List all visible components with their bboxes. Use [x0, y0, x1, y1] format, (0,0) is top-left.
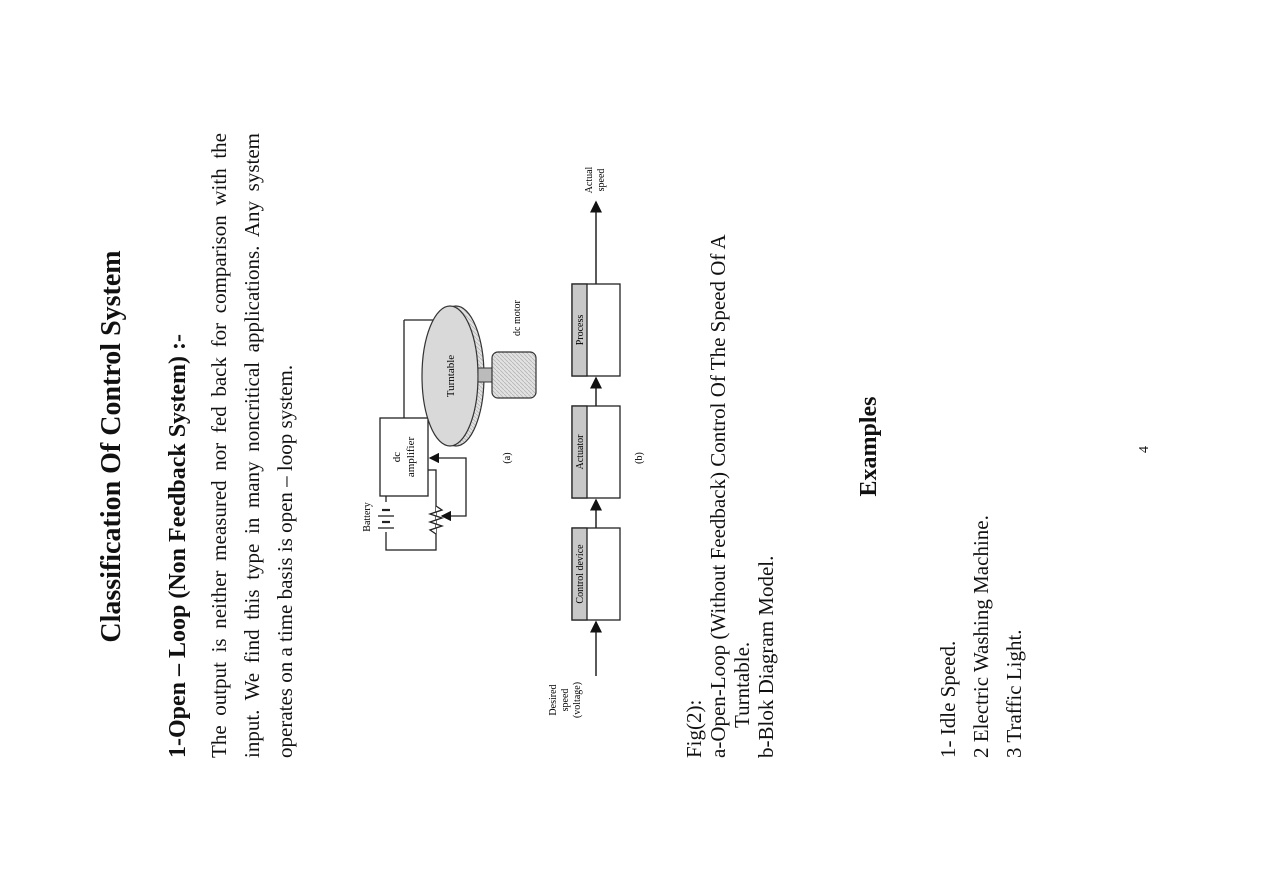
examples-list: [932, 515, 1031, 758]
svg-text:Control device: Control device: [575, 544, 586, 604]
section-heading: 1-Open – Loop (Non Feedback System) :-: [165, 334, 191, 758]
page-title: Classification Of Control System: [96, 250, 127, 643]
caption-line-b: b-Blok Diagram Model.: [754, 555, 778, 758]
list-item: 1- Idle Speed.: [936, 640, 960, 758]
dc-motor-icon: [492, 352, 536, 398]
page-number: 4: [1137, 446, 1152, 453]
output-label-line2: speed: [596, 168, 607, 192]
output-label-line1: Actual: [584, 166, 595, 194]
part-a-label: (a): [502, 452, 513, 464]
part-b-label: (b): [634, 452, 645, 464]
body-paragraph: The output is neither measured nor fed back for comparison with the input. We find this type in many noncritical applications. Any system operates on a time basis is open – loop system.: [207, 133, 297, 758]
block-diagram: [548, 166, 645, 718]
dc-motor-label: dc motor: [512, 300, 523, 336]
input-label-line3: (voltage): [572, 681, 583, 719]
turntable-motor-assembly: [422, 300, 536, 446]
figure-caption: [682, 118, 778, 758]
input-label-line2: speed: [560, 688, 571, 712]
list-item: 2 Electric Washing Machine.: [969, 515, 993, 758]
dc-amplifier-block: [380, 418, 428, 496]
list-item: 3 Traffic Light.: [1002, 629, 1026, 758]
potentiometer-icon: [430, 506, 442, 534]
caption-line-a: a-Open-Loop (Without Feedback) Control Of The Speed Of A: [706, 234, 730, 758]
svg-text:Process: Process: [575, 314, 586, 346]
battery-label: Battery: [362, 502, 373, 532]
examples-heading: Examples: [856, 396, 882, 497]
open-loop-figure: [360, 128, 690, 758]
svg-text:dc: dc: [391, 451, 403, 463]
caption-line-a-cont: Turntable.: [730, 641, 754, 728]
svg-text:Actuator: Actuator: [575, 434, 586, 470]
svg-text:amplifier: amplifier: [405, 436, 417, 478]
input-label-line1: Desired: [548, 684, 559, 716]
caption-fig-label: Fig(2):: [682, 699, 706, 758]
turntable-label: Turntable: [445, 354, 457, 398]
